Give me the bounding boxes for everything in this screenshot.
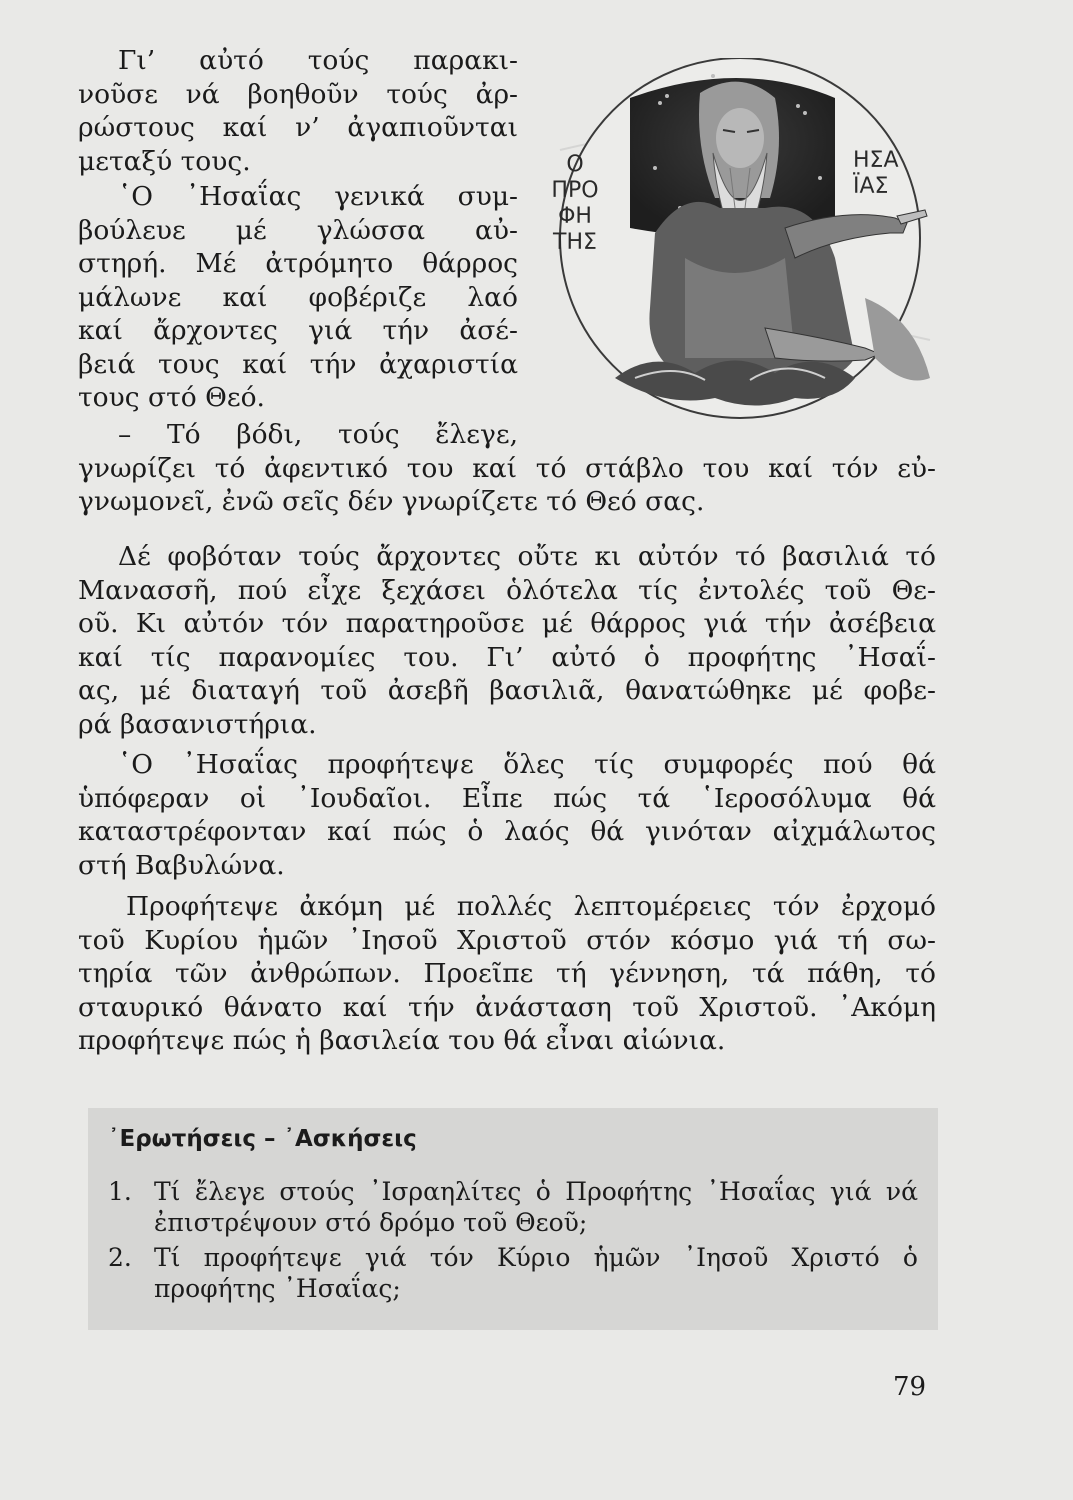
paragraph-6 xyxy=(78,890,936,1058)
text-line: Μανασσῆ, πού εἶχε ξεχάσει ὁλότελα τίς ἐντολές τοῦ Θε- xyxy=(78,574,936,606)
text-line: ρώστους καί ν’ ἀγαπιοῦνται xyxy=(78,112,518,143)
page-number: 79 xyxy=(893,1372,927,1402)
questions-title: ᾿Ερωτήσεις – ᾿Ασκήσεις xyxy=(108,1126,417,1152)
question-item xyxy=(108,1176,918,1238)
paragraph-2 xyxy=(78,180,518,415)
question-number: 1. xyxy=(108,1177,132,1206)
text-line: στηρή. Μέ ἀτρόμητο θάρρος xyxy=(78,248,518,279)
question-line: προφήτης ᾿Ησαΐας; xyxy=(154,1274,401,1303)
text-line: Δέ φοβόταν τούς ἄρχοντες οὔτε κι αὐτόν τό βασιλιά τό xyxy=(118,541,936,572)
text-line: τους στό Θεό. xyxy=(78,382,265,413)
text-line: Γι’ αὐτό τούς παρακι- xyxy=(118,45,518,76)
question-item xyxy=(108,1242,918,1304)
questions-list xyxy=(108,1176,918,1308)
inscription-line: ΤΗΣ xyxy=(553,230,597,255)
prophet-isaiah-icon xyxy=(535,58,950,438)
text-line: γνωμονεῖ, ἐνῶ σεῖς δέν γνωρίζετε τό Θεό σας. xyxy=(78,486,705,517)
text-line: στή Βαβυλώνα. xyxy=(78,849,285,881)
text-line: προφήτεψε πώς ἡ βασιλεία του θά εἶναι αἰώνια. xyxy=(78,1025,726,1056)
text-line: νοῦσε νά βοηθοῦν τούς ἀρ- xyxy=(78,78,518,110)
question-number: 2. xyxy=(108,1243,132,1272)
paragraph-3 xyxy=(78,418,936,519)
text-line: καί ἄρχοντες γιά τήν ἀσέ- xyxy=(78,315,518,346)
text-line: ας, μέ διαταγή τοῦ ἀσεβῆ βασιλιᾶ, θανατώθηκε μέ φοβε- xyxy=(78,675,936,706)
question-line: Τί ἔλεγε στούς ᾿Ισραηλίτες ὁ Προφήτης ᾿Ησαΐας γιά νά xyxy=(154,1177,918,1206)
text-line: βούλευε μέ γλώσσα αὐ- xyxy=(78,214,518,246)
paragraph-5 xyxy=(78,748,936,882)
text-line: Προφήτεψε ἀκόμη μέ πολλές λεπτομέρειες τόν ἐρχομό xyxy=(126,891,936,922)
text-line: γνωρίζει τό ἀφεντικό του καί τό στάβλο του καί τόν εὐ- xyxy=(78,452,936,484)
text-line: ῾Ο ᾿Ησαΐας γενικά συμ- xyxy=(118,181,518,212)
text-line: σταυρικό θάνατο καί τήν ἀνάσταση τοῦ Χριστοῦ. ᾿Ακόμη xyxy=(78,991,936,1023)
text-line: οῦ. Κι αὐτόν τόν παρατηροῦσε μέ θάρρος γιά τήν ἀσέβεια xyxy=(78,608,936,639)
inscription-line: ΦΗ xyxy=(558,204,592,229)
text-line: μάλωνε καί φοβέριζε λαό xyxy=(78,281,518,313)
text-line: ῾Ο ᾿Ησαΐας προφήτεψε ὅλες τίς συμφορές πού θά xyxy=(118,749,936,780)
text-line: τοῦ Κυρίου ἡμῶν ᾿Ιησοῦ Χριστοῦ στόν κόσμο γιά τή σω- xyxy=(78,924,936,956)
inscription-line: ΪΑΣ xyxy=(853,174,889,199)
inscription-line: ΗΣΑ xyxy=(853,148,899,173)
text-line: ρά βασανιστήρια. xyxy=(78,708,317,740)
text-line: ὑπόφεραν οἱ ᾿Ιουδαῖοι. Εἶπε πώς τά ῾Ιεροσόλυμα θά xyxy=(78,782,936,814)
question-line: Τί προφήτεψε γιά τόν Κύριο ἡμῶν ᾿Ιησοῦ Χριστό ὁ xyxy=(154,1243,918,1272)
text-line: – Τό βόδι, τούς ἔλεγε, xyxy=(118,419,518,450)
inscription-line: ΠΡΟ xyxy=(551,178,599,203)
icon-inscription-right xyxy=(853,148,899,200)
inscription-line: Ο xyxy=(566,152,584,177)
paragraph-4 xyxy=(78,540,936,741)
text-line: μεταξύ τους. xyxy=(78,145,251,177)
question-line: ἐπιστρέψουν στό δρόμο τοῦ Θεοῦ; xyxy=(154,1208,588,1237)
text-line: καί τίς παρανομίες του. Γι’ αὐτό ὁ προφήτης ᾿Ησαΐ- xyxy=(78,641,936,673)
text-line: βειά τους καί τήν ἀχαριστία xyxy=(78,348,518,380)
paragraph-1 xyxy=(78,44,518,178)
icon-inscription-left xyxy=(547,152,603,256)
text-line: καταστρέφονταν καί πώς ὁ λαός θά γινόταν αἰχμάλωτος xyxy=(78,816,936,847)
text-line: τηρία τῶν ἀνθρώπων. Προεῖπε τή γέννηση, τά πάθη, τό xyxy=(78,958,936,989)
